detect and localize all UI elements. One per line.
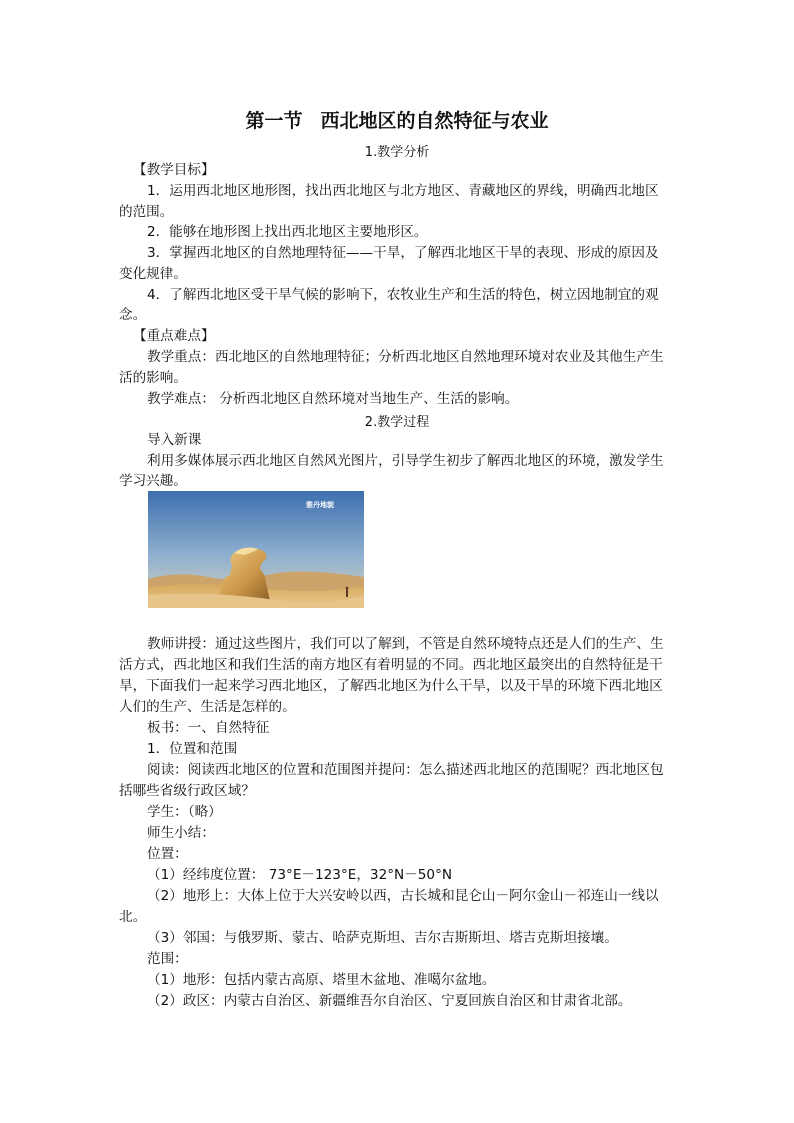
intro-heading: 导入新课 <box>147 432 202 448</box>
range-item: （1）地形：包括内蒙古高原、塔里木盆地、准噶尔盆地。 <box>147 972 496 988</box>
position-item: 北。 <box>119 909 147 925</box>
section1-heading: 1.教学分析 <box>364 145 430 160</box>
range-item: （2）政区：内蒙古自治区、新疆维吾尔自治区、宁夏回族自治区和甘肃省北部。 <box>147 993 632 1009</box>
objectives-heading: 【教学目标】 <box>133 162 215 178</box>
teacher-line: 教师讲授：通过这些图片，我们可以了解到，不管是自然环境特点还是人们的生产、生 <box>147 636 664 652</box>
objective-line: 1．运用西北地区地形图，找出西北地区与北方地区、青藏地区的界线，明确西北地区 <box>147 183 659 199</box>
reading-line: 阅读：阅读西北地区的位置和范围图并提问：怎么描述西北地区的范围呢？西北地区包 <box>147 762 664 778</box>
teacher-line: 旱，下面我们一起来学习西北地区，了解西北地区为什么干旱，以及干旱的环境下西北地区 <box>119 678 663 694</box>
key-points-heading: 【重点难点】 <box>133 328 215 344</box>
intro-line: 利用多媒体展示西北地区自然风光图片，引导学生初步了解西北地区的环境，激发学生 <box>147 453 664 469</box>
board-line: 板书：一、自然特征 <box>147 720 270 736</box>
title-section-number: 第一节 <box>245 110 303 132</box>
intro-line: 学习兴趣。 <box>119 473 187 489</box>
subsection-heading: 1．位置和范围 <box>147 741 238 757</box>
key-point-line: 教学重点：西北地区的自然地理特征；分析西北地区自然地理环境对农业及其他生产生 <box>147 349 664 365</box>
student-line: 学生：（略） <box>147 804 222 820</box>
objective-line: 4．了解西北地区受干旱气候的影响下，农牧业生产和生活的特色，树立因地制宜的观 <box>147 287 659 303</box>
objective-line: 念。 <box>119 307 147 323</box>
objective-line: 3．掌握西北地区的自然地理特征——干旱，了解西北地区干旱的表现、形成的原因及 <box>147 245 659 261</box>
summary-label: 师生小结： <box>147 825 215 841</box>
position-item: （3）邻国：与俄罗斯、蒙古、哈萨克斯坦、吉尔吉斯斯坦、塔吉克斯坦接壤。 <box>147 930 618 946</box>
key-point-line: 活的影响。 <box>119 370 187 386</box>
position-item: （2）地形上：大体上位于大兴安岭以西，古长城和昆仑山－阿尔金山－祁连山一线以 <box>147 888 659 904</box>
position-item: （1）经纬度位置： 73°E－123°E，32°N－50°N <box>147 867 453 883</box>
objective-line: 变化规律。 <box>119 266 187 282</box>
objective-line: 2．能够在地形图上找出西北地区主要地形区。 <box>147 224 428 240</box>
page-title <box>0 106 794 133</box>
teacher-line: 人们的生产、生活是怎样的。 <box>119 699 296 715</box>
position-label: 位置： <box>147 846 188 862</box>
reading-line: 括哪些省级行政区域？ <box>119 783 255 799</box>
section2-heading: 2.教学过程 <box>364 415 430 430</box>
teacher-line: 活方式，西北地区和我们生活的南方地区有着明显的不同。西北地区最突出的自然特征是干 <box>119 657 663 673</box>
key-point-line: 教学难点： 分析西北地区自然环境对当地生产、生活的影响。 <box>147 391 519 407</box>
objective-line: 的范围。 <box>119 204 174 220</box>
title-text: 西北地区的自然特征与农业 <box>320 110 549 132</box>
range-label: 范围： <box>147 951 188 967</box>
photo-caption: 雅丹地貌 <box>306 501 334 509</box>
yardang-landscape-photo <box>148 491 364 608</box>
